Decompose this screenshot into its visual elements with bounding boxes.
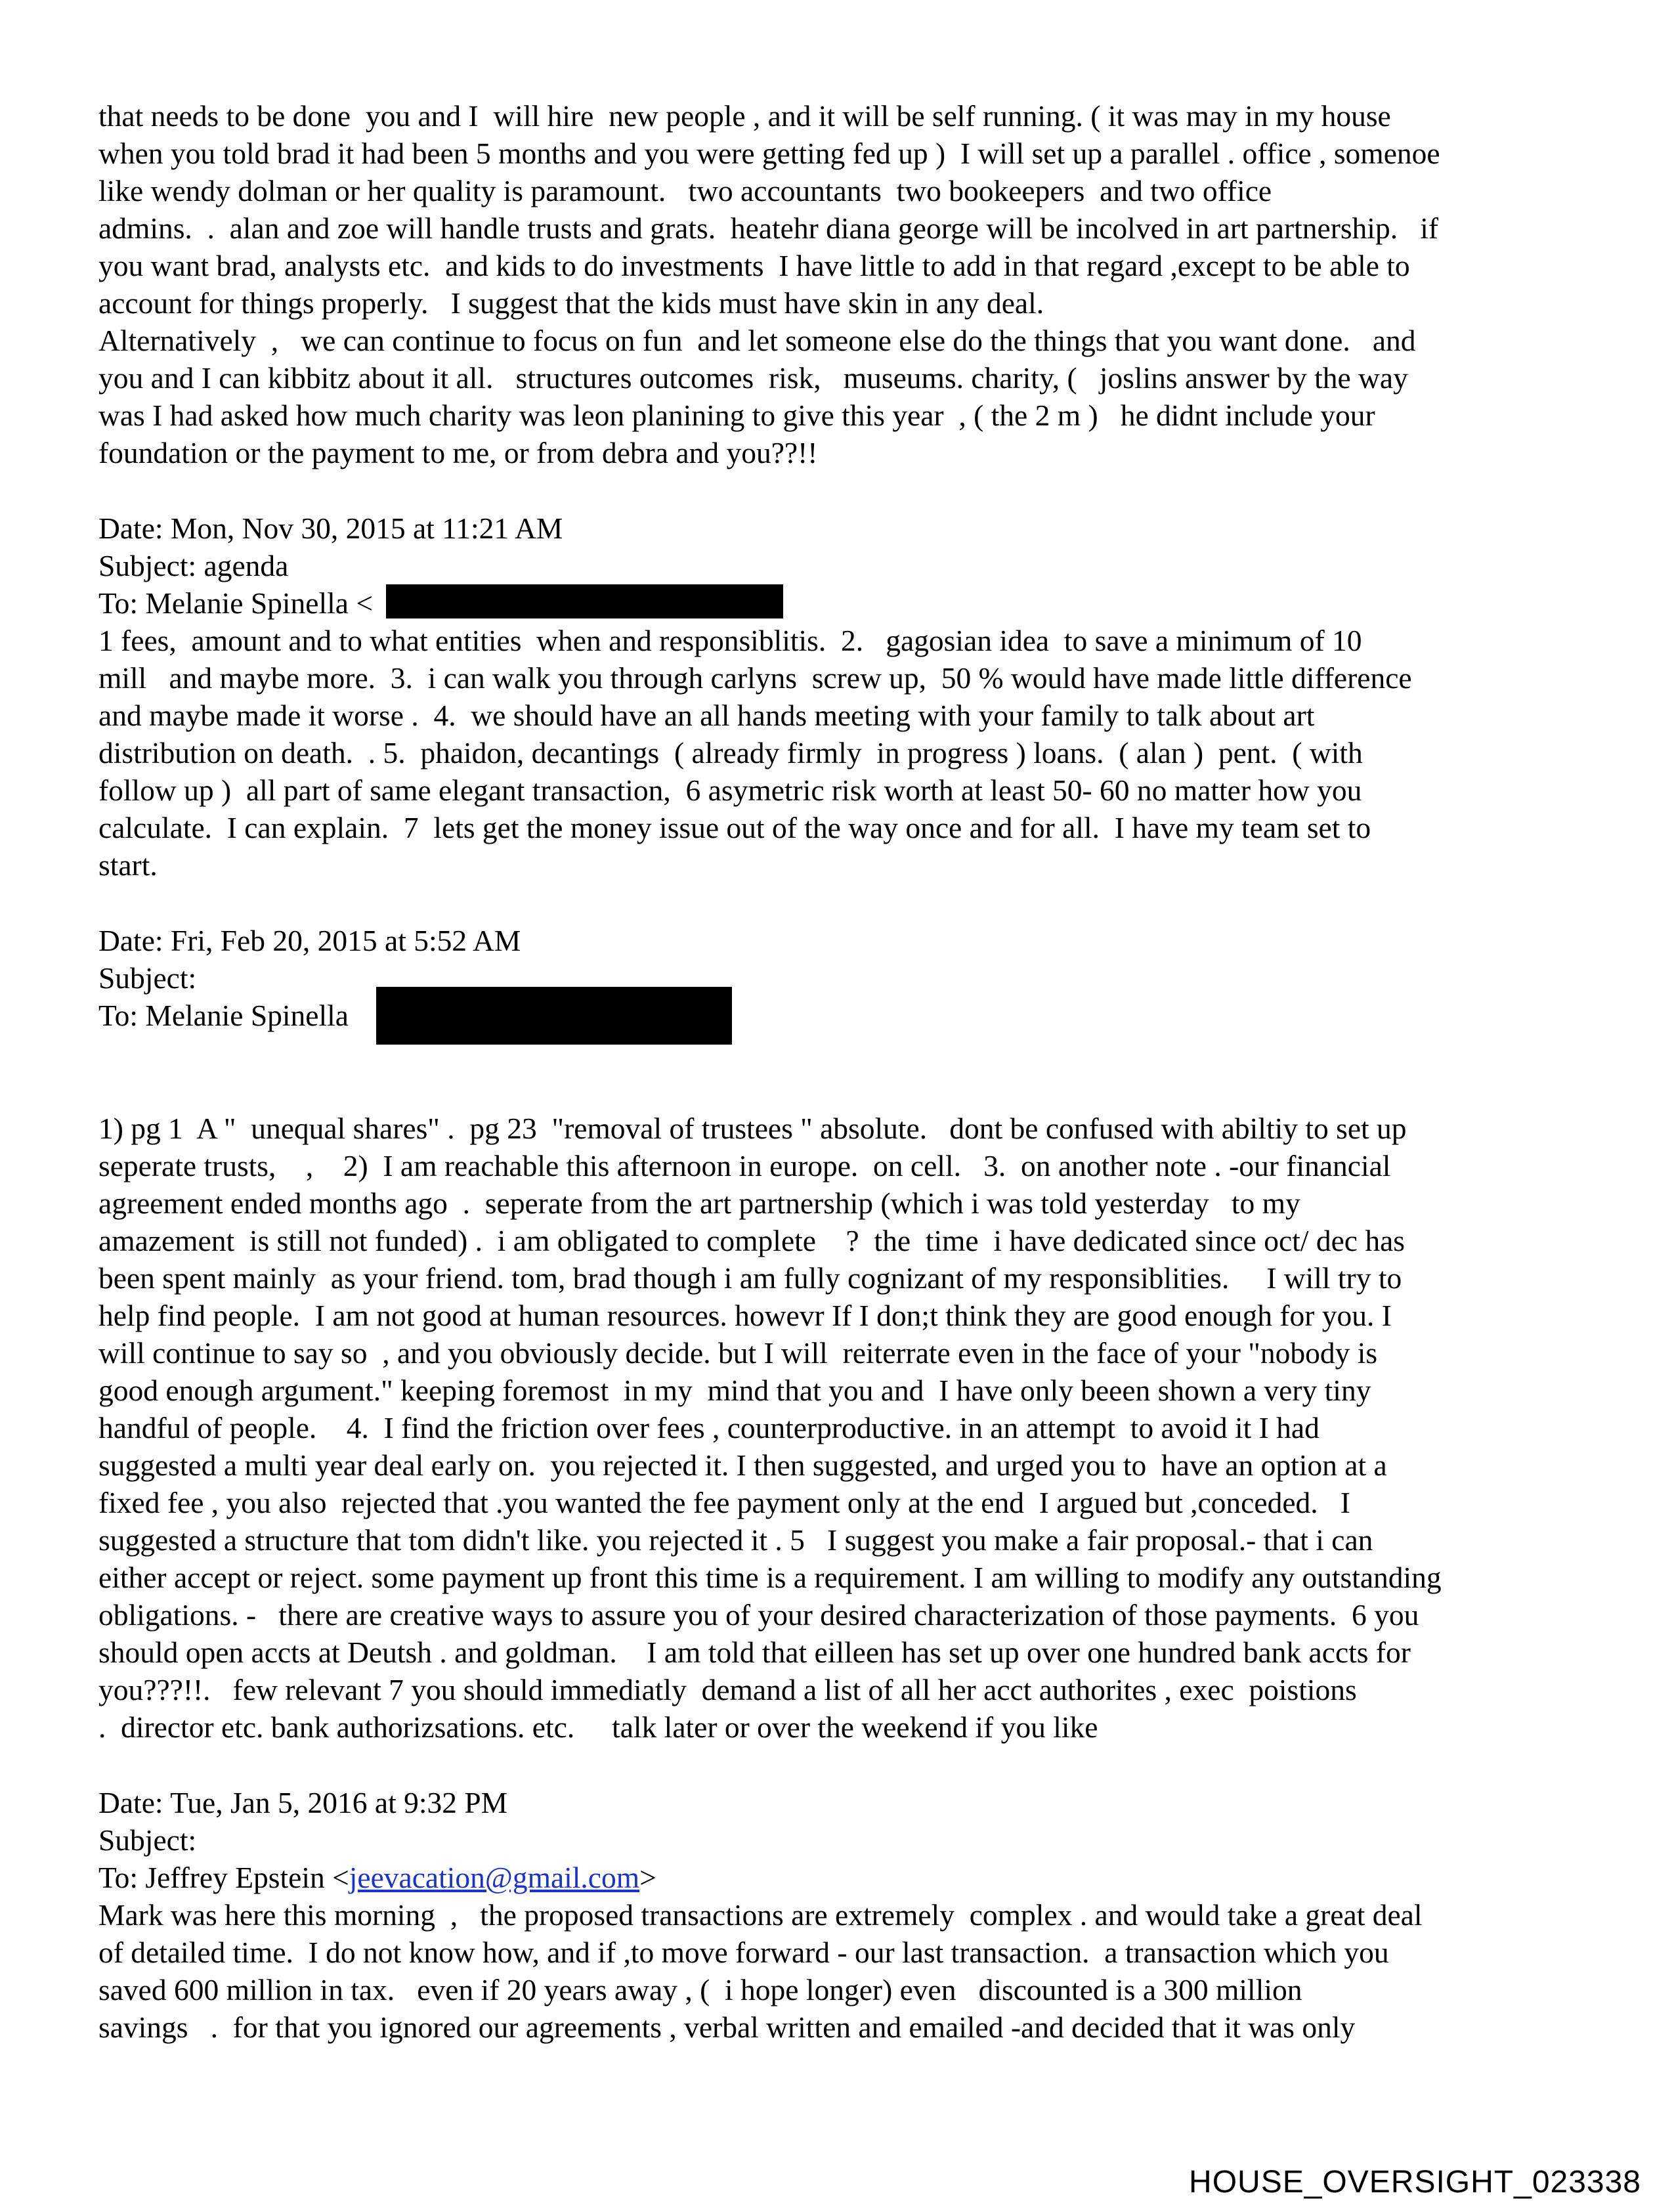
email-body-line: good enough argument." keeping foremost in my mind that you and I have only beeen shown a very tiny (98, 1374, 1371, 1407)
intro-line: that needs to be done you and I will hire new people , and it will be self running. ( it was may in my house (98, 99, 1391, 133)
email-body-line: will continue to say so , and you obviously decide. but I will reiterrate even in the face of your "nobody is (98, 1336, 1378, 1370)
email-body-line: fixed fee , you also rejected that .you wanted the fee payment only at the end I argued but ,conceded. I (98, 1486, 1350, 1519)
email-body-line: start. (98, 848, 158, 882)
email-to: To: Melanie Spinella (98, 999, 349, 1032)
intro-line: foundation or the payment to me, or from debra and you??!! (98, 436, 818, 469)
email-body-line: seperate trusts, , 2) I am reachable this afternoon in europe. on cell. 3. on another note . -our financial (98, 1149, 1391, 1182)
email-date: Date: Tue, Jan 5, 2016 at 9:32 PM (98, 1786, 508, 1819)
intro-line: when you told brad it had been 5 months and you were getting fed up ) I will set up a parallel . office , somenoe (98, 137, 1440, 170)
email-body-line: been spent mainly as your friend. tom, brad though i am fully cognizant of my responsiblities. I will try to (98, 1261, 1402, 1295)
email-date: Date: Fri, Feb 20, 2015 at 5:52 AM (98, 924, 521, 957)
email-date: Date: Mon, Nov 30, 2015 at 11:21 AM (98, 511, 563, 545)
email-subject: Subject: (98, 961, 197, 995)
email-body-line: savings . for that you ignored our agreements , verbal written and emailed -and decided that it was only (98, 2010, 1356, 2044)
email-body-line: should open accts at Deutsh . and goldman. I am told that eilleen has set up over one hundred bank accts for (98, 1636, 1411, 1669)
email-body-line: distribution on death. . 5. phaidon, decantings ( already firmly in progress ) loans. ( alan ) pent. ( with (98, 736, 1363, 770)
email-body-line: help find people. I am not good at human resources. howevr If I don;t think they are good enough for you. I (98, 1299, 1392, 1332)
email-body-line: obligations. - there are creative ways to assure you of your desired characterization of those payments. 6 you (98, 1598, 1419, 1632)
bates-number: HOUSE_OVERSIGHT_023338 (1189, 2165, 1641, 2200)
email-body-line: amazement is still not funded) . i am obligated to complete ? the time i have dedicated since oct/ dec has (98, 1224, 1405, 1257)
email-body-line: calculate. I can explain. 7 lets get the money issue out of the way once and for all. I have my team set to (98, 811, 1371, 844)
intro-line: Alternatively , we can continue to focus on fun and let someone else do the things that you want done. and (98, 324, 1416, 357)
email-body-line: you???!!. few relevant 7 you should immediatly demand a list of all her acct authorites , exec poistions (98, 1673, 1357, 1706)
email-body-line: and maybe made it worse . 4. we should have an all hands meeting with your family to talk about art (98, 699, 1315, 732)
email-to (98, 1859, 656, 1896)
email-to: To: Melanie Spinella < (98, 586, 373, 620)
intro-line: was I had asked how much charity was leon planining to give this year , ( the 2 m ) he didnt include your (98, 399, 1375, 432)
intro-line: you and I can kibbitz about it all. structures outcomes risk, museums. charity, ( joslins answer by the way (98, 361, 1408, 395)
email-body-line: either accept or reject. some payment up front this time is a requirement. I am willing to modify any outstanding (98, 1561, 1442, 1594)
email-subject: Subject: agenda (98, 549, 289, 582)
intro-line: admins. . alan and zoe will handle trusts and grats. heatehr diana george will be incolved in art partnership. if (98, 211, 1438, 245)
email-address-link[interactable]: jeevacation@gmail.com (349, 1861, 640, 1894)
email-body-line: follow up ) all part of same elegant transaction, 6 asymetric risk worth at least 50- 60 no matter how you (98, 773, 1362, 807)
intro-line: account for things properly. I suggest that the kids must have skin in any deal. (98, 286, 1044, 320)
email-body-line: 1 fees, amount and to what entities when and responsiblitis. 2. gagosian idea to save a minimum of 10 (98, 624, 1362, 657)
email-body-line: 1) pg 1 A " unequal shares" . pg 23 "removal of trustees " absolute. dont be confused with abiltiy to set up (98, 1112, 1407, 1145)
email-body-line: suggested a structure that tom didn't like. you rejected it . 5 I suggest you make a fair proposal.- that i can (98, 1523, 1373, 1557)
redaction-box (376, 987, 732, 1045)
email-body-line: mill and maybe more. 3. i can walk you through carlyns screw up, 50 % would have made little difference (98, 661, 1412, 695)
redaction-box (386, 584, 783, 618)
email-to-prefix: To: Jeffrey Epstein < (98, 1861, 349, 1894)
email-body-line: of detailed time. I do not know how, and if ,to move forward - our last transaction. a transaction which you (98, 1936, 1389, 1969)
email-body-line: agreement ended months ago . seperate from the art partnership (which i was told yesterday to my (98, 1186, 1300, 1220)
email-to-suffix: > (639, 1861, 656, 1894)
email-subject: Subject: (98, 1823, 197, 1857)
email-body-line: Mark was here this morning , the proposed transactions are extremely complex . and would take a great deal (98, 1898, 1423, 1932)
email-body-line: saved 600 million in tax. even if 20 years away , ( i hope longer) even discounted is a 300 million (98, 1973, 1302, 2006)
intro-line: you want brad, analysts etc. and kids to do investments I have little to add in that regard ,except to be able to (98, 249, 1410, 282)
email-body-line: handful of people. 4. I find the friction over fees , counterproductive. in an attempt to avoid it I had (98, 1411, 1320, 1444)
email-body-line: . director etc. bank authorizsations. etc. talk later or over the weekend if you like (98, 1710, 1098, 1744)
email-body-line: suggested a multi year deal early on. you rejected it. I then suggested, and urged you to have an option at a (98, 1448, 1387, 1482)
intro-line: like wendy dolman or her quality is paramount. two accountants two bookeepers and two office (98, 174, 1272, 207)
